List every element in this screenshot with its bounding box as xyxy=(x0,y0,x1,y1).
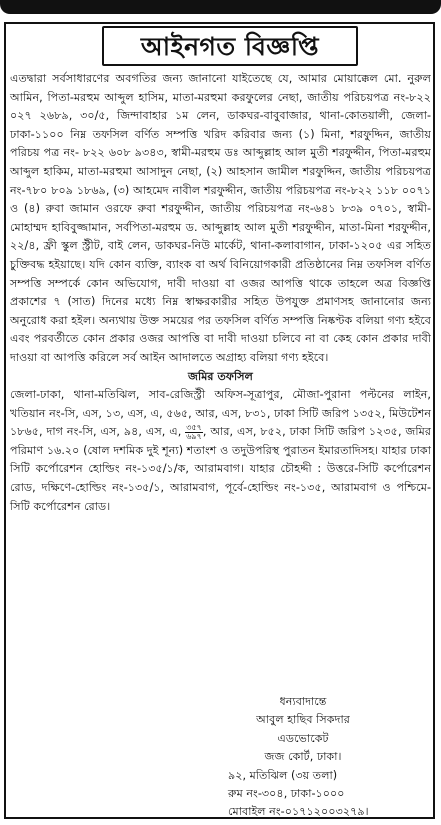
plot-number-fraction xyxy=(185,424,203,441)
fraction-numerator: ৩৫৭ xyxy=(186,422,202,432)
signature-designation: এডভোকেট xyxy=(277,731,329,745)
schedule-heading: জমির তফসিল xyxy=(188,369,253,383)
notice-title: আইনগত বিজ্ঞপ্তি xyxy=(140,31,320,61)
signature-address-line-2: রুম নং-৩০৪, ঢাকা-১০০০ xyxy=(228,787,345,801)
signature-mobile: মোবাইল নং-০১৭১২০০৩২৭৯। xyxy=(228,805,369,819)
fraction-denominator: ৬৯৭ xyxy=(186,431,202,441)
signature-court: জজ কোর্ট, ঢাকা। xyxy=(264,750,342,764)
schedule-text-part-2: , আর, এস, ৮৫২, ঢাকা সিটি জরিপ ১২৩৫, জমির পরিমাণ ১৬.২০ (ষোল দশমিক দুই শূন্য) শতাংশ ও তদুউপরিস্থ পুরাতন ইমারতাদিসহ। যাহার ঢাকা সিটি কর্পোরেশন হোল্ডিং নং-১৩৫/১/ক, আরামবাগ। যাহার চৌহদ্দী : উত্তরে-সিটি কর্পোরেশন রোড, দক্ষিণে-হোল্ডিং নং-১৩৫/১, আরামবাগ, পূর্বে-হোল্ডিং নং-১৩৫, আরামবাগ ও পশ্চিমে-সিটি কর্পোরেশন রোড। xyxy=(10,425,431,513)
signature-block xyxy=(228,693,428,822)
notice-title-box xyxy=(102,26,358,66)
schedule-paragraph xyxy=(10,386,431,516)
signature-thanks: ধন্যবাদান্তে xyxy=(279,695,327,708)
signature-address-line-1: ৯২, মতিঝিল (৩য় তলা) xyxy=(228,768,338,782)
schedule-text-part-1: জেলা-ঢাকা, থানা-মতিঝিল, সাব-রেজিস্ট্রী অফিস-সূত্রাপুর, মৌজা-পুরানা পল্টনের লাইন, খতিয়ান নং-সি, এস, ১৩, এস, এ, ৫৬৫, আর, এস, ৮৩১, ঢাকা সিটি জরিপ ১৩৫২, মিউটেশন ১৮৬৫, দাগ নং-সি, এস, ৯৪, এস, এ, xyxy=(10,388,431,439)
notice-paragraph: এতদ্বারা সর্বসাধারণের অবগতির জন্য জানানো যাইতেছে যে, আমার মোয়াক্কেল মো. নুরুল আমিন, পিতা-মরহুম আব্দুল হাসিম, মাতা-মরহুমা করফুলের নেছা, জাতীয় পরিচয়পত্র নং-৮২২ ০২৭ ২৬৮৯, ৩০/৫, জিন্দাবাহার ১ম লেন, ডাকঘর-বাবুবাজার, থানা-কোতয়ালী, জেলা-ঢাকা-১১০০ নিম্ন তফসিল বর্ণিত সম্পত্তি খরিদ করিবার জন্য (১) মিনা, শরফুদ্দিন, জাতীয় পরিচয় পত্র নং- ৮২২ ৬০৮ ৯৩৪৩, স্বামী-মরহুম ডঃ আব্দুল্লাহ আল মুতী শরফুদ্দীন, পিতা-মরহুম আব্দুল হাকিম, মাতা-মরহুমা আসাদুন নেছা, (২) আহসান জামীল শরফুদ্দিন, জাতীয় পরিচয়পত্র নং-৭৮০ ৮০৯ ১৮৬৯, (৩) আহমেদ নাবীল শরফুদ্দীন, জাতীয় পরিচয়পত্র নং-৮২২ ১১৮ ০০৭১ ও (৪) রুবা জামান ওরফে রুবা শরফুদ্দীন, জাতীয় পরিচয়পত্র নং-৬৪১ ৮৩৯ ০৭০১, স্বামী- মোহাম্মদ হাবিবুজ্জামান, সর্বপিতা-মরহুম ড. আব্দুল্লাহ আল মুতী শরফুদ্দীন, মাতা-মিনা শরফুদ্দীন, ২২/৪, ফ্রী স্কুল স্ট্রীট, বাই লেন, ডাকঘর-নিউ মার্কেট, থানা-কলাবাগান, ঢাকা-১২০৫ এর সহিত চুক্তিবদ্ধ হইয়াছে। যদি কোন ব্যক্তি, ব্যাংক বা অর্থ বিনিয়োগকারী প্রতিষ্ঠানের নিম্ন তফসিল বর্ণিত সম্পত্তি সম্পর্কে কোন অভিযোগ, দাবী দাওয়া বা ওজর আপত্তি থাকে তাহলে অত্র বিজ্ঞপ্তি প্রকাশের ৭ (সাত) দিনের মধ্যে নিম্ন স্বাক্ষরকারীর সহিত উপযুক্ত প্রমাণসহ জানানোর জন্য অনুরোধ করা হইল। অন্যথায় উক্ত সময়ের পর তফসিল বর্ণিত সম্পত্তি নিষ্কণ্টক বলিয়া গণ্য হইবে এবং পরবর্তীতে কোন প্রকার ওজর আপত্তি বা দাবী দাওয়া চলিবে না বা কেহ কোন প্রকার দাবী দাওয়া বা আপত্তি করিলে সর্ব আইন আদালতে অগ্রাহ্য বলিয়া গণ্য হইবে। xyxy=(10,72,431,364)
notice-body xyxy=(10,70,431,516)
signature-name: আবুল হাছিব সিকদার xyxy=(256,713,350,727)
top-border-strip xyxy=(0,0,441,14)
